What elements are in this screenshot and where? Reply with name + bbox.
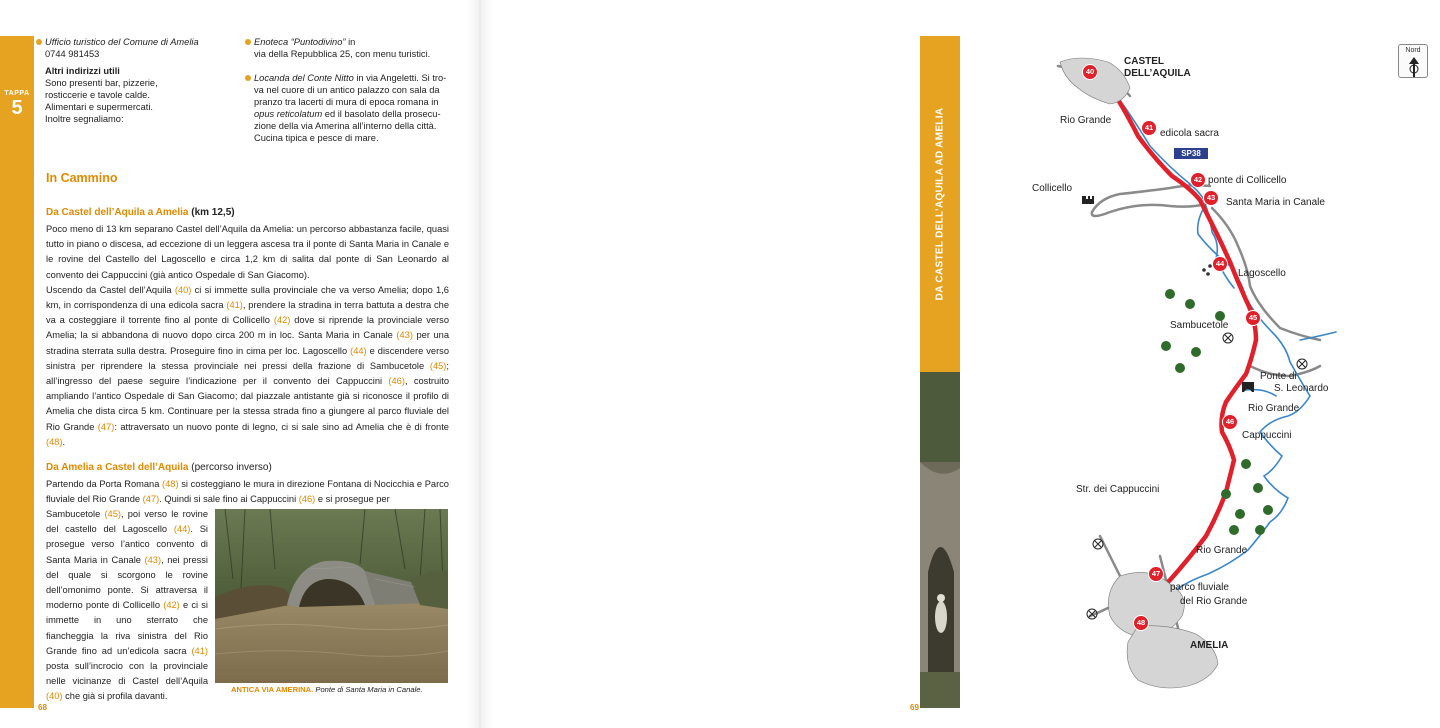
left-page — [0, 0, 480, 728]
vertical-title — [920, 36, 960, 372]
info-column-1 — [36, 36, 226, 125]
enoteca-address: via della Repubblica 25, con menu turistici. — [254, 49, 431, 59]
other-line: rosticcerie e tavole calde. — [45, 90, 150, 100]
label-castel: CASTEL — [1124, 56, 1164, 67]
subhead-forward-km: (km 12,5) — [188, 207, 235, 218]
label-lagoscello: Lagoscello — [1238, 268, 1286, 279]
caption-text: Ponte di Santa Maria in Canale. — [313, 685, 423, 694]
gutter-shadow — [466, 0, 494, 728]
road-badge: SP38 — [1174, 148, 1208, 159]
ruins-icon — [1202, 264, 1212, 276]
other-line: Inoltre segnaliamo: — [45, 114, 124, 124]
body-reverse-top: Partendo da Porta Romana (48) si costeggiano le mura in direzione Fontana di Nocicchia e Parco fluviale del Rio Grande (47). Quindi si sale fino ai Cappuccini (46) e si prosegue per — [46, 479, 449, 505]
label-ponte-di: Ponte di — [1260, 371, 1297, 382]
enoteca-name: Enoteca “Puntodivino” — [254, 37, 346, 47]
label-ponte-collicello: ponte di Collicello — [1208, 175, 1287, 186]
label-parco-2: del Rio Grande — [1180, 596, 1248, 607]
locanda-text: Cucina tipica e pesce di mare. — [254, 133, 379, 143]
office-name: Ufficio turistico del Comune di Amelia — [45, 37, 199, 47]
other-line: Sono presenti bar, pizzerie, — [45, 78, 158, 88]
grotto-photo — [920, 372, 960, 708]
subhead-reverse-title: Da Amelia a Castel dell’Aquila — [46, 462, 189, 473]
bullet-icon — [245, 39, 251, 45]
locanda-text: ed il basolato della prosecu- — [322, 109, 441, 119]
info-column-2 — [245, 36, 465, 144]
subhead-reverse — [46, 462, 272, 473]
bullet-icon — [245, 75, 251, 81]
locanda-name: Locanda del Conte Nitto — [254, 73, 354, 83]
caption-title: ANTICA VIA AMERINA. — [231, 685, 314, 694]
bridge-photo — [215, 509, 448, 683]
other-line: Alimentari e supermercati. — [45, 102, 153, 112]
subhead-reverse-note: (percorso inverso) — [188, 462, 272, 473]
locanda-text: zione della via Amerina all’interno della città. — [254, 121, 437, 131]
label-sambucetole: Sambucetole — [1170, 320, 1229, 331]
route-map — [1020, 36, 1440, 706]
label-collicello: Collicello — [1032, 183, 1073, 194]
river-network — [1090, 76, 1336, 616]
waypoint-47: 47 — [1148, 566, 1164, 582]
waypoint-40: 40 — [1082, 64, 1098, 80]
body-forward: Poco meno di 13 km separano Castel dell’Aquila da Amelia: un percorso abbastanza facile, quasi tutto in piano o discesa, ad eccezione di un leggera ascesa tra il ponte di Santa Maria in Canale e le rovine del Castello del Lagoscello e circa 1,2 km di salita dal ponte di San Leonardo al convento dei Cappuccini (già antico Ospedale di San Giacomo). Uscendo da Castel dell’Aquila (40) ci si immette sulla provinciale che va verso Amelia; dopo 1,6 km, in corrispondenza di una edicola sacra (41), prendere la stradina in terra battuta a destra che va a costeggiare il torrente fino al ponte di Collicello (42) dove si riprende la provinciale verso Amelia; la si abbandona di nuovo dopo circa 200 m in loc. Santa Maria in Canale (43) per una stradina sterrata sulla destra. Proseguire fino in cima per loc. Lagoscello (44) e discendere verso sinistra per riprendere la stessa provinciale nei pressi della frazione di Sambucetole (45); all’ingresso del paese seguire l’indicazione per il convento dei Cappuccini (46), costruito ampliando l’antico Ospedale di San Giacomo; dal piazzale antistante già si riconosce il profilo di Amelia che dista circa 5 km. Continuare per la stessa strada fino a giungere al parco fluviale del Rio Grande (47): attraversato un nuovo ponte di legno, ci si sale sino ad Amelia che è di fronte (48). — [46, 224, 450, 447]
waypoint-42: 42 — [1190, 172, 1206, 188]
left-edge-band — [0, 36, 34, 708]
other-title: Altri indirizzi utili — [45, 66, 120, 76]
label-s-leonardo: S. Leonardo — [1274, 383, 1329, 394]
label-rio-grande-2: Rio Grande — [1248, 403, 1300, 414]
office-phone: 0744 981453 — [45, 49, 100, 59]
waypoint-48: 48 — [1133, 615, 1149, 631]
body-reverse-bottom: Sambucetole (45), poi verso le rovine del castello del Lagoscello (44). Si prosegue verso l’antico convento di Santa Maria in Canale (43), nei pressi del quale si scorgono le rovine dell’omonimo ponte. Si attraversa il moderno ponte di Collicello (42) e ci si immette in uno sterrato che fiancheggia la riva sinistra del Rio Grande fino ad un’edicola sacra (41) posta sull’incrocio con la provinciale nelle vicinanze di Castel dell’Aquila (40) che già si profila davanti. — [46, 509, 209, 702]
photo-caption — [215, 683, 448, 697]
waypoint-46: 46 — [1222, 414, 1238, 430]
section-title: In Cammino — [46, 171, 118, 185]
subhead-forward — [46, 207, 235, 218]
bridge-photo-image — [215, 509, 448, 683]
label-cappuccini: Cappuccini — [1242, 430, 1292, 441]
locanda-text: pranzo tra lacerti di mura di epoca romana in — [254, 97, 439, 107]
label-parco-1: parco fluviale — [1170, 582, 1229, 593]
vertical-title-text: DA CASTEL DELL’AQUILA AD AMELIA — [934, 107, 946, 301]
waypoint-41: 41 — [1141, 120, 1157, 136]
tappa-number: 5 — [11, 97, 23, 119]
label-amelia: AMELIA — [1190, 640, 1229, 651]
label-rio-grande-1: Rio Grande — [1060, 115, 1112, 126]
locanda-text: in via Angeletti. Si tro- — [353, 73, 447, 83]
label-santa-maria: Santa Maria in Canale — [1226, 197, 1325, 208]
opus-text: opus reticolatum — [254, 109, 323, 119]
label-str-cappuccini: Str. dei Cappuccini — [1076, 484, 1160, 495]
waypoint-44: 44 — [1212, 256, 1228, 272]
north-label: Nord — [1405, 47, 1421, 54]
tappa-label: TAPPA — [4, 90, 30, 97]
page-number-left: 68 — [38, 703, 47, 712]
locanda-text: va nel cuore di un antico palazzo con sala da — [254, 85, 440, 95]
bullet-icon — [36, 39, 42, 45]
north-indicator — [1398, 44, 1428, 78]
north-arrow-icon — [1399, 56, 1429, 78]
right-page — [480, 0, 1421, 728]
castle-icon — [1082, 196, 1094, 204]
enoteca-in: in — [345, 37, 356, 47]
page-number-right: 69 — [910, 703, 919, 712]
waypoint-43: 43 — [1203, 190, 1219, 206]
label-dellaquila: DELL’AQUILA — [1124, 68, 1191, 79]
label-edicola: edicola sacra — [1160, 128, 1219, 139]
subhead-forward-title: Da Castel dell’Aquila a Amelia — [46, 207, 189, 218]
waypoint-45: 45 — [1245, 310, 1261, 326]
label-rio-grande-3: Rio Grande — [1196, 545, 1248, 556]
grotto-photo-image — [920, 372, 960, 708]
